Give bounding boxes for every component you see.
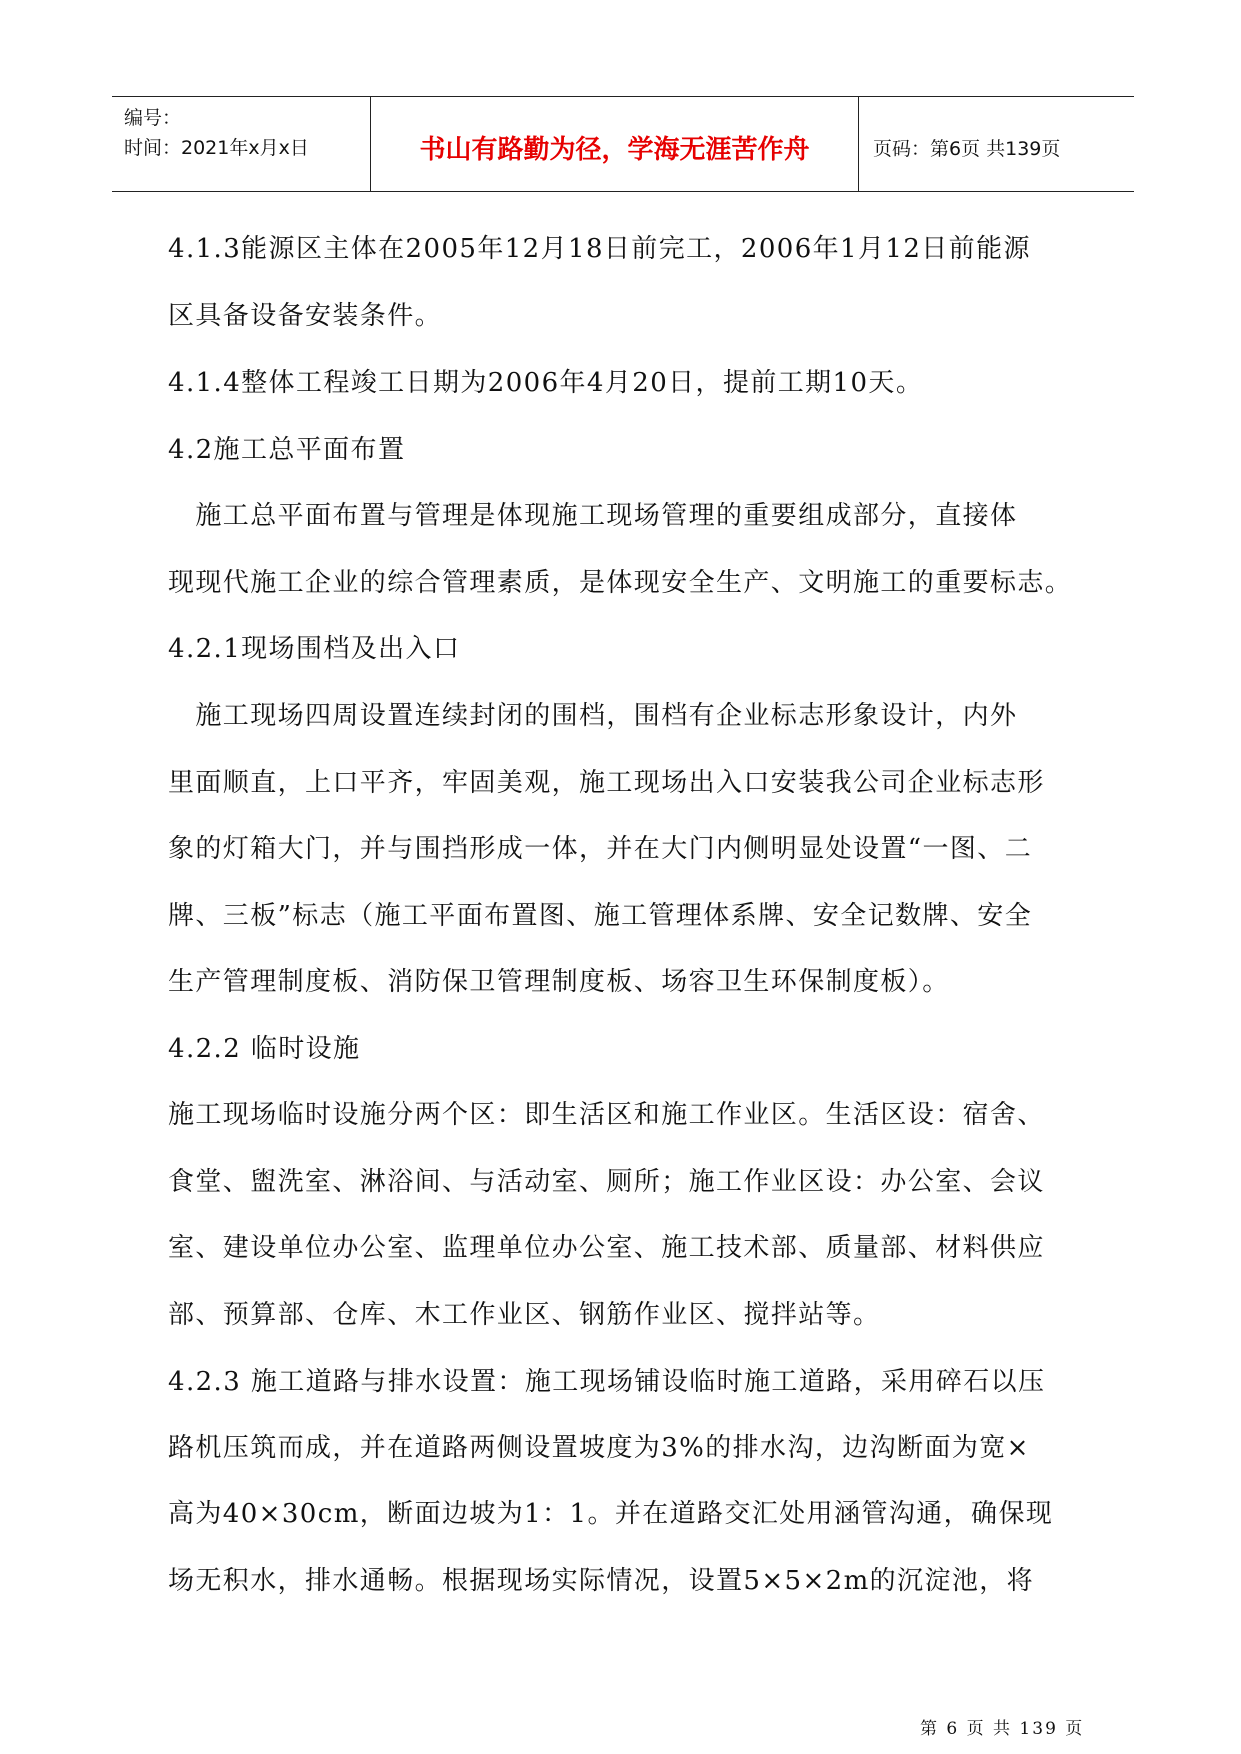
body-line: 高为40×30cm，断面边坡为1：1。并在道路交汇处用涵管沟通，确保现: [168, 1499, 1054, 1529]
body-line: 施工现场临时设施分两个区：即生活区和施工作业区。生活区设：宿舍、: [168, 1100, 1045, 1130]
body-line: 4.2.3 施工道路与排水设置：施工现场铺设临时施工道路，采用碎石以压: [168, 1367, 1046, 1397]
section-heading: 4.2.1现场围档及出入口: [168, 634, 461, 664]
header-page-label: 页码：第6页 共139页: [873, 137, 1061, 160]
header-motto: 书山有路勤为径，学海无涯苦作舟: [371, 97, 859, 191]
section-heading: 4.2施工总平面布置: [168, 435, 406, 465]
body-line: 区具备设备安装条件。: [168, 301, 443, 331]
body-line: 施工总平面布置与管理是体现施工现场管理的重要组成部分，直接体: [168, 501, 1018, 531]
doc-date-label: 时间：2021年x月x日: [124, 137, 309, 159]
body-line: 路机压筑而成，并在道路两侧设置坡度为3%的排水沟，边沟断面为宽×: [168, 1433, 1030, 1463]
doc-number-label: 编号：: [124, 107, 182, 129]
section-heading: 4.2.2 临时设施: [168, 1034, 361, 1064]
body-line: 部、预算部、仓库、木工作业区、钢筋作业区、搅拌站等。: [168, 1300, 881, 1330]
header-info-cell: [112, 97, 371, 191]
document-header: [112, 96, 1134, 192]
body-line: 牌、三板”标志（施工平面布置图、施工管理体系牌、安全记数牌、安全: [168, 901, 1033, 931]
body-line: 场无积水，排水通畅。根据现场实际情况，设置5×5×2m的沉淀池，将: [168, 1566, 1035, 1596]
body-line: 食堂、盥洗室、淋浴间、与活动室、厕所；施工作业区设：办公室、会议: [168, 1167, 1045, 1197]
body-line: 4.1.4整体工程竣工日期为2006年4月20日，提前工期10天。: [168, 368, 924, 398]
body-line: 里面顺直，上口平齐，牢固美观，施工现场出入口安装我公司企业标志形: [168, 768, 1045, 798]
body-line: 施工现场四周设置连续封闭的围档，围档有企业标志形象设计，内外: [168, 701, 1018, 731]
page-footer: 第 6 页 共 139 页: [920, 1719, 1085, 1739]
body-line: 4.1.3能源区主体在2005年12月18日前完工，2006年1月12日前能源: [168, 234, 1031, 264]
body-line: 现现代施工企业的综合管理素质，是体现安全生产、文明施工的重要标志。: [168, 568, 1073, 598]
body-line: 象的灯箱大门，并与围挡形成一体，并在大门内侧明显处设置“一图、二: [168, 834, 1033, 864]
body-line: 生产管理制度板、消防保卫管理制度板、场容卫生环保制度板）。: [168, 967, 950, 997]
body-line: 室、建设单位办公室、监理单位办公室、施工技术部、质量部、材料供应: [168, 1233, 1045, 1263]
